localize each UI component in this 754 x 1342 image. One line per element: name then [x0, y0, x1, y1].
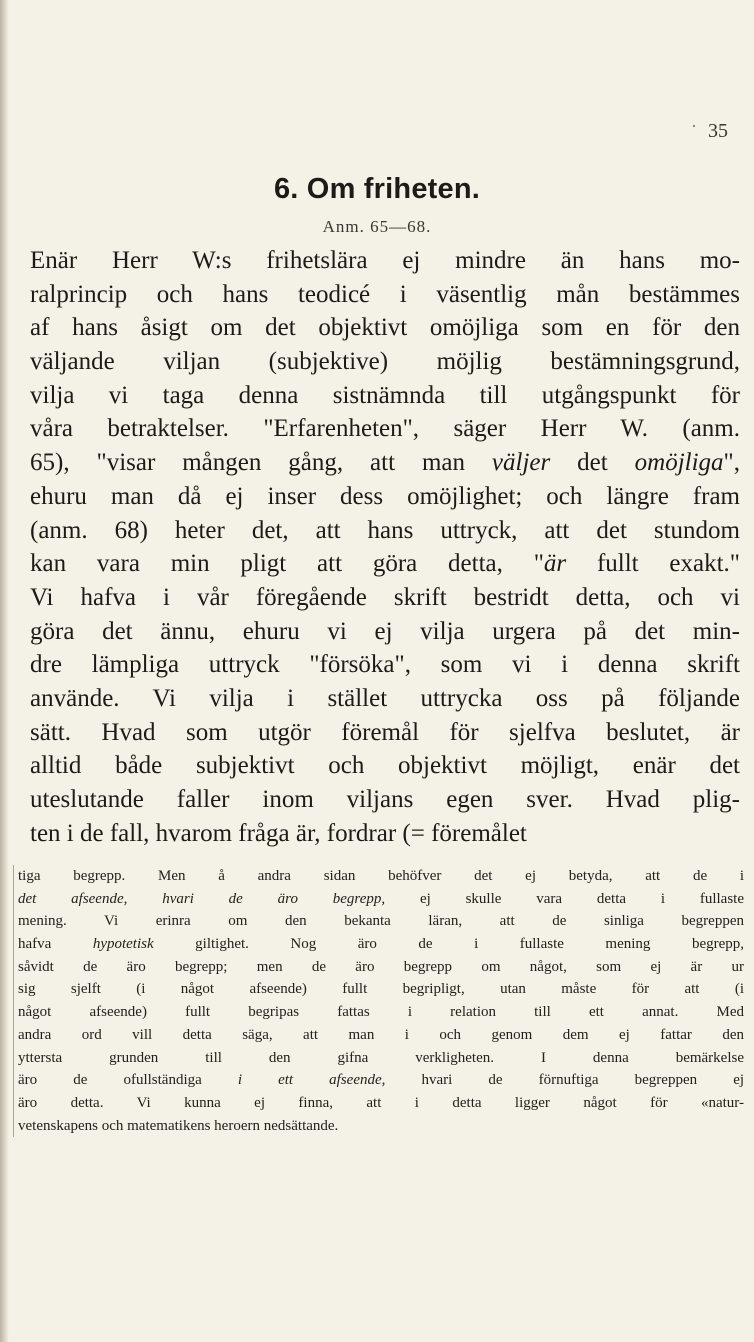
footnote-line-end: hvari de förnuftiga begreppen ej	[385, 1072, 745, 1089]
body-line: använde. Vi vilja i stället uttrycka oss på följande	[30, 684, 740, 712]
body-line: väljande viljan (subjektive) möjlig bestämningsgrund,	[30, 348, 740, 376]
body-line-start: 65), "visar mången gång, att man	[30, 449, 492, 477]
footnote-line: mening. Vi erinra om den bekanta läran, att de sinliga begreppen	[18, 913, 744, 930]
footnote-line: yttersta grunden till den gifna verkligheten. I denna bemärkelse	[18, 1049, 744, 1066]
body-line-start: kan vara min pligt att göra detta, "	[30, 550, 544, 578]
footnote-emphasis: det afseende, hvari de äro begrepp,	[18, 890, 386, 907]
chapter-subtitle: Anm. 65—68.	[322, 217, 432, 236]
footnote	[13, 865, 744, 1137]
footnote-emphasis: i ett afseende,	[237, 1072, 386, 1089]
body-line: alltid både subjektivt och objektivt möjligt, enär det	[30, 752, 740, 780]
emphasis-omojliga: omöjliga	[634, 449, 724, 477]
print-speck	[693, 125, 695, 127]
footnote-line: sig sjelft (i något afseende) fullt begripligt, utan måste för att (i	[18, 981, 744, 998]
footnote-emphasis: hypotetisk	[92, 936, 154, 953]
footnote-line	[18, 933, 744, 956]
body-line: ralprincip och hans teodicé i väsentlig mån bestämmes	[30, 280, 740, 308]
footnote-line-start: äro de ofullständiga	[18, 1072, 238, 1089]
body-line	[30, 547, 740, 581]
footnote-line: såvidt de äro begrepp; men de äro begrepp om något, som ej är ur	[18, 958, 744, 975]
body-text	[30, 244, 740, 850]
footnote-line: äro detta. Vi kunna ej finna, att i detta ligger något för «natur-	[18, 1094, 744, 1111]
footnote-line: något afseende) fullt begripas fattas i relation till ett annat. Med	[18, 1004, 744, 1021]
body-line: Vi hafva i vår föregående skrift bestridt detta, och vi	[30, 583, 740, 611]
body-line: göra det ännu, ehuru vi ej vilja urgera på det min-	[30, 617, 740, 645]
body-line: Enär Herr W:s frihetslära ej mindre än hans mo-	[30, 247, 740, 274]
body-line: (anm. 68) heter det, att hans uttryck, att det stundom	[30, 516, 740, 544]
footnote-line-start: hafva	[18, 936, 93, 953]
chapter-title: 6. Om friheten.	[273, 173, 481, 205]
body-line: ten i de fall, hvarom fråga är, fordrar (= föremålet	[30, 819, 527, 847]
body-line: vilja vi taga denna sistnämnda till utgångspunkt för	[30, 381, 740, 409]
footnote-line: tiga begrepp. Men å andra sidan behöfver det ej betyda, att de i	[18, 868, 744, 884]
body-line	[30, 446, 740, 480]
page-number: 35	[708, 120, 728, 142]
body-line-mid: det	[550, 449, 635, 477]
footnote-line-end: giltighet. Nog äro de i fullaste mening begrepp,	[153, 936, 744, 953]
body-line: sätt. Hvad som utgör föremål för sjelfva beslutet, är	[30, 718, 740, 746]
body-line: uteslutande faller inom viljans egen sver. Hvad plig-	[30, 786, 740, 813]
emphasis-valjer: väljer	[491, 449, 551, 477]
emphasis-ar: är	[543, 550, 567, 578]
body-line-end: ",	[723, 449, 741, 477]
footnote-line: andra ord vill detta säga, att man i och genom dem ej fattar den	[18, 1026, 744, 1043]
body-line: våra betraktelser. "Erfarenheten", säger Herr W. (anm.	[30, 415, 740, 443]
body-line: ehuru man då ej inser dess omöjlighet; och längre fram	[30, 482, 740, 510]
footnote-line	[18, 1069, 744, 1092]
footnote-line	[18, 888, 744, 911]
footnote-line-end: ej skulle vara detta i fullaste	[385, 890, 744, 907]
footnote-line: vetenskapens och matematikens heroern nedsättande.	[18, 1117, 339, 1134]
body-line: af hans åsigt om det objektivt omöjliga som en för den	[30, 314, 740, 342]
body-line: dre lämpliga uttryck "försöka", som vi i denna skrift	[30, 651, 740, 679]
body-line-end: fullt exakt."	[566, 550, 740, 578]
